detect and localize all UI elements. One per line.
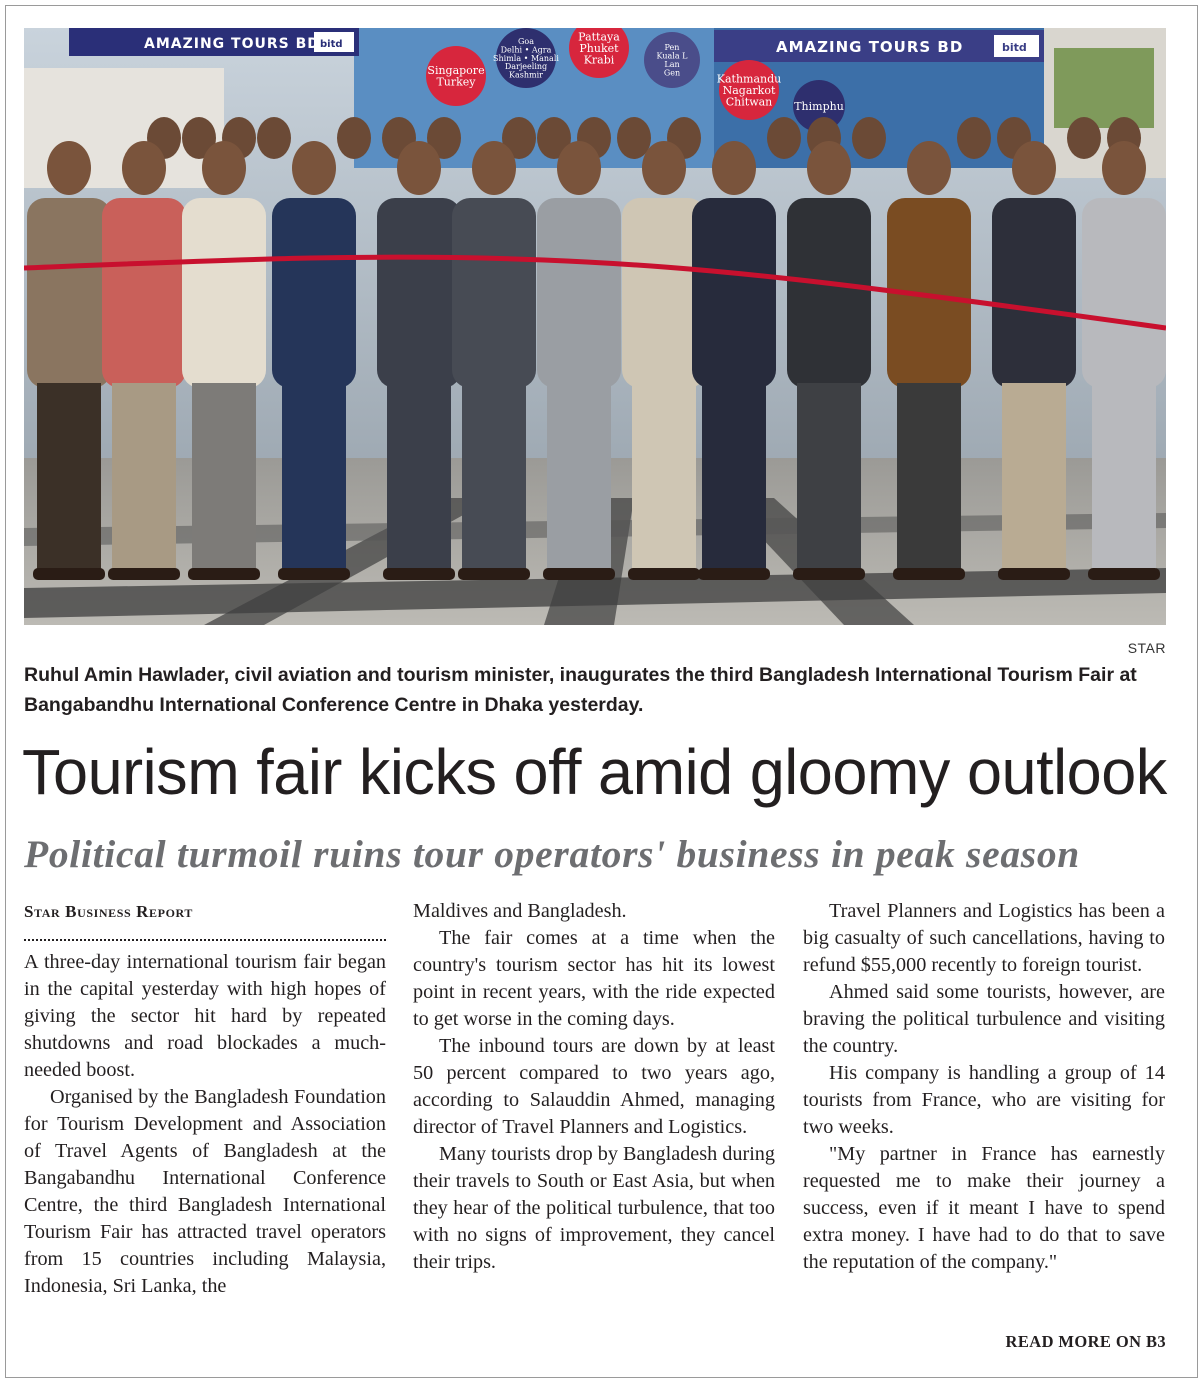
person-body — [27, 198, 111, 388]
person-shoes — [893, 568, 965, 580]
news-photo — [24, 28, 1166, 625]
person-legs — [192, 383, 256, 573]
person-body — [102, 198, 186, 388]
subheadline: Political turmoil ruins tour operators' business in peak season — [24, 832, 1080, 876]
person-shoes — [698, 568, 770, 580]
person-body — [992, 198, 1076, 388]
person-legs — [112, 383, 176, 573]
person-shoes — [628, 568, 700, 580]
person-head — [1067, 117, 1101, 159]
destination-label: Turkey — [436, 75, 476, 89]
paragraph: Ahmed said some tourists, however, are braving the political turbulence and visiting the country. — [803, 981, 1165, 1057]
person-legs — [632, 383, 696, 573]
article-column-2 — [413, 898, 775, 1276]
destination-label: Thimphu — [794, 99, 844, 113]
destination-label: Kuala L — [656, 51, 688, 61]
paragraph: Maldives and Bangladesh. — [413, 900, 627, 922]
person-shoes — [1088, 568, 1160, 580]
banner-right — [714, 30, 1044, 62]
person-body — [787, 198, 871, 388]
destination-label: Pattaya — [578, 30, 620, 44]
person-head — [257, 117, 291, 159]
article-column-1 — [24, 898, 386, 1300]
person-legs — [897, 383, 961, 573]
destination-label: Phuket — [579, 41, 619, 55]
read-more-link[interactable]: READ MORE ON B3 — [1005, 1332, 1166, 1351]
person-shoes — [458, 568, 530, 580]
svg-text:AMAZING TOURS BD: AMAZING TOURS BD — [144, 36, 320, 52]
paragraph: Travel Planners and Logistics has been a big casualty of such cancellations, having to refund $55,000 recently to foreign tourist. — [803, 900, 1165, 976]
person-head — [202, 141, 246, 195]
person-head — [957, 117, 991, 159]
paragraph: His company is handling a group of 14 tourists from France, who are visiting for two weeks. — [803, 1062, 1165, 1138]
destination-label: Shimla • Manali — [493, 53, 559, 63]
person-shoes — [543, 568, 615, 580]
svg-text:bitd: bitd — [1002, 41, 1027, 54]
destination-label: Lan — [664, 60, 680, 69]
person-legs — [282, 383, 346, 573]
person-head — [397, 141, 441, 195]
person-shoes — [383, 568, 455, 580]
person-head — [472, 141, 516, 195]
paragraph: Many tourists drop by Bangladesh during their travels to South or East Asia, but when they hear of the political turbulence, that too with no signs of improvement, they cancel their trips. — [413, 1143, 775, 1273]
person-body — [272, 198, 356, 388]
person-body — [1082, 198, 1166, 388]
person-legs — [1002, 383, 1066, 573]
destination-label: Delhi • Agra — [500, 45, 552, 55]
person-body — [452, 198, 536, 388]
destination-label: Kashmir — [509, 70, 543, 80]
person-head — [557, 141, 601, 195]
person-head — [1102, 141, 1146, 195]
person-head — [337, 117, 371, 159]
person-shoes — [793, 568, 865, 580]
person-head — [292, 141, 336, 195]
person-legs — [1092, 383, 1156, 573]
destination-label: Krabi — [583, 53, 615, 67]
svg-text:bitd: bitd — [320, 39, 343, 50]
byline-divider — [24, 925, 386, 941]
person-body — [537, 198, 621, 388]
person-head — [907, 141, 951, 195]
byline: Star Business Report — [24, 902, 193, 921]
paragraph: "My partner in France has earnestly requested me to make their journey a success, even if it meant I have to spend extra money. I have had to do that to save the reputation of the company." — [803, 1143, 1165, 1273]
person-head — [47, 141, 91, 195]
person-head — [712, 141, 756, 195]
person-legs — [37, 383, 101, 573]
person-shoes — [108, 568, 180, 580]
person-legs — [797, 383, 861, 573]
destination-label: Gen — [663, 68, 681, 78]
person-head — [122, 141, 166, 195]
destination-label: Kathmandu — [716, 72, 782, 86]
article-column-3 — [803, 898, 1165, 1276]
destination-label: Pen — [664, 43, 680, 53]
person-legs — [387, 383, 451, 573]
paragraph: The fair comes at a time when the country's tourism sector has hit its lowest point in recent years, with the ride expected to get worse in the coming days. — [413, 927, 775, 1030]
person-head — [852, 117, 886, 159]
person-head — [642, 141, 686, 195]
person-legs — [462, 383, 526, 573]
photo-credit: STAR — [1127, 640, 1166, 656]
destination-label: Singapore — [427, 64, 485, 78]
paragraph: A three-day international tourism fair began in the capital yesterday with high hopes of giving the sector hit hard by repeated shutdowns and road blockades a much-needed boost. — [24, 951, 386, 1081]
banner-left — [69, 28, 359, 56]
person-legs — [547, 383, 611, 573]
destination-label: Chitwan — [725, 95, 773, 109]
person-head — [1012, 141, 1056, 195]
photo-caption: Ruhul Amin Hawlader, civil aviation and tourism minister, inaugurates the third Bangladesh International Tourism Fair at Bangabandhu International Conference Centre in Dhaka yesterday. — [24, 664, 1137, 716]
person-head — [767, 117, 801, 159]
person-shoes — [998, 568, 1070, 580]
paragraph: Organised by the Bangladesh Foundation for Tourism Development and Association of Travel Agents of Bangladesh at the Bangabandhu International Conference Centre, the third Bangladesh International Tourism Fair has attracted travel operators from 15 countries including Malaysia, Indonesia, Sri Lanka, the — [24, 1086, 386, 1297]
person-body — [377, 198, 461, 388]
person-head — [807, 141, 851, 195]
headline: Tourism fair kicks off amid gloomy outlook — [22, 736, 1167, 808]
destination-label: Nagarkot — [722, 83, 776, 97]
person-shoes — [278, 568, 350, 580]
destination-label: Darjeeling — [504, 62, 548, 72]
person-body — [182, 198, 266, 388]
svg-text:AMAZING TOURS BD: AMAZING TOURS BD — [776, 38, 964, 56]
paragraph: The inbound tours are down by at least 50 percent compared to two years ago, according to Salauddin Ahmed, managing director of Travel Planners and Logistics. — [413, 1035, 775, 1138]
person-shoes — [188, 568, 260, 580]
person-shoes — [33, 568, 105, 580]
person-body — [692, 198, 776, 388]
destination-label: Goa — [518, 37, 534, 46]
person-legs — [702, 383, 766, 573]
